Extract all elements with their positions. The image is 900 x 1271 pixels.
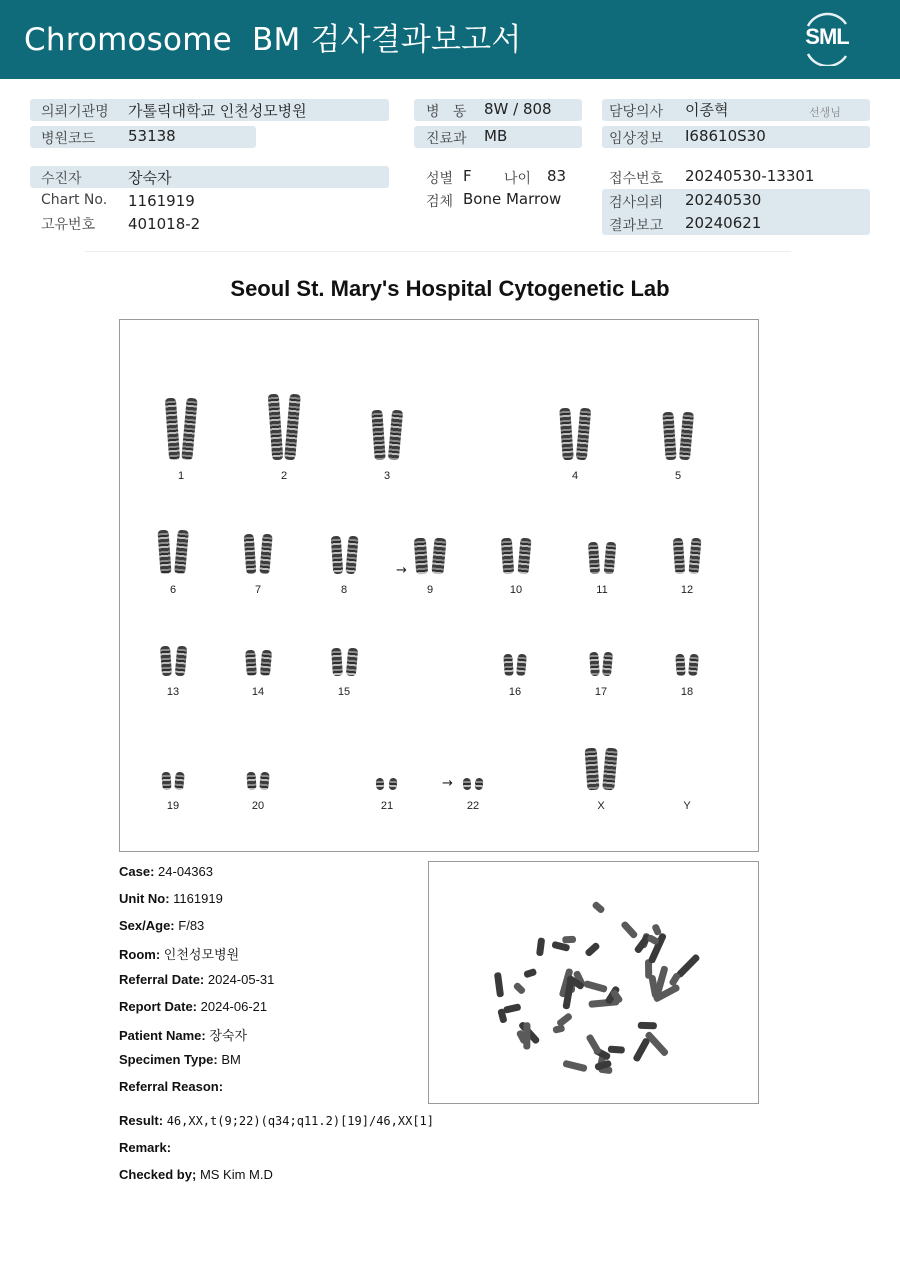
chromosome-label-17: 17 — [594, 686, 608, 698]
arrow-chromosome-9: → — [396, 563, 407, 578]
chromosome-label-X: X — [597, 800, 605, 812]
remark-label: Remark: — [119, 1140, 172, 1155]
chromosome-label-15: 15 — [337, 686, 351, 698]
sex-value: F — [463, 167, 472, 185]
report-header — [0, 0, 900, 79]
checked-label: Checked by; — [119, 1167, 197, 1182]
chromosome-pair-22 — [460, 778, 486, 790]
chart-value: 1161919 — [128, 192, 195, 210]
referral-reason-label: Referral Reason: — [119, 1079, 224, 1094]
chromosome-14-2 — [260, 650, 272, 677]
chromosome-pair-4 — [556, 408, 594, 460]
metaphase-chromosome — [523, 968, 537, 979]
chromosome-11-2 — [604, 542, 617, 575]
chromosome-6-1 — [157, 530, 171, 575]
metaphase-chromosome — [513, 981, 527, 995]
referral-reason-line — [119, 1079, 223, 1094]
clinical-value: I68610S30 — [685, 127, 766, 145]
chromosome-pair-1 — [163, 398, 199, 460]
metaphase-chromosome — [562, 936, 576, 944]
case-label: Case: — [119, 864, 155, 879]
arrow-chromosome-22: → — [442, 776, 453, 791]
case-value: 24-04363 — [158, 864, 213, 879]
chromosome-7-1 — [244, 534, 257, 575]
chromosome-21-2 — [388, 778, 397, 791]
metaphase-chromosome — [494, 972, 504, 998]
hospital-code-label: 병원코드 — [41, 131, 96, 147]
specimen-type-line — [119, 1052, 241, 1067]
chromosome-pair-7 — [241, 534, 275, 574]
chromosome-4-1 — [559, 408, 574, 461]
karyogram-panel — [119, 319, 759, 852]
chromosome-label-21: 21 — [380, 800, 394, 812]
unit-line — [119, 891, 223, 906]
request-value: 20240530 — [685, 191, 762, 209]
chromosome-pair-12 — [670, 538, 704, 574]
metaphase-chromosome — [638, 1022, 657, 1029]
chromosome-pair-13 — [157, 646, 189, 676]
chromosome-pair-20 — [243, 772, 273, 790]
chromosome-12-1 — [673, 538, 685, 575]
report-date-label: Report Date: — [119, 999, 198, 1014]
chromosome-5-1 — [662, 412, 676, 461]
chromosome-9-1 — [414, 538, 428, 575]
unique-label: 고유번호 — [41, 217, 96, 233]
chromosome-label-2: 2 — [280, 470, 288, 482]
chromosome-18-1 — [675, 654, 686, 677]
unit-value: 1161919 — [173, 891, 223, 906]
room-label: Room: — [119, 947, 161, 962]
report-label: 결과보고 — [609, 218, 664, 234]
metaphase-chromosome — [620, 920, 638, 939]
chromosome-label-12: 12 — [680, 584, 694, 596]
checked-value: MS Kim M.D — [199, 1167, 273, 1182]
chromosome-label-22: 22 — [466, 800, 480, 812]
chromosome-pair-16 — [500, 654, 530, 676]
metaphase-chromosome — [585, 1033, 602, 1055]
chromosome-label-11: 11 — [596, 584, 608, 596]
chromosome-label-18: 18 — [680, 686, 694, 698]
request-label: 검사의뢰 — [609, 195, 664, 211]
sexage-label: Sex/Age: — [119, 918, 175, 933]
metaphase-chromosome — [591, 901, 605, 915]
chromosome-3-2 — [388, 410, 403, 461]
referral-date-label: Referral Date: — [119, 972, 205, 987]
room-value: 인천성모병원 — [163, 947, 240, 962]
sexage-line — [119, 918, 204, 933]
sex-label: 성별 — [426, 171, 454, 187]
chromosome-pair-6 — [155, 530, 191, 574]
result-value: 46,XX,t(9;22)(q34;q11.2)[19]/46,XX[1] — [166, 1114, 434, 1128]
patient-name-value: 장숙자 — [209, 1028, 248, 1043]
patient-bar — [30, 166, 389, 188]
receipt-value: 20240530-13301 — [685, 167, 815, 185]
doctor-label: 담당의사 — [609, 104, 664, 120]
chromosome-label-8: 8 — [340, 584, 348, 596]
patient-label: 수진자 — [41, 171, 82, 187]
case-line — [119, 864, 213, 879]
chromosome-pair-9 — [410, 538, 450, 574]
chromosome-16-1 — [503, 654, 514, 677]
chromosome-14-1 — [245, 650, 257, 677]
chromosome-18-2 — [688, 654, 699, 677]
chromosome-22-1 — [463, 778, 472, 791]
ward-label: 병 동 — [426, 104, 467, 120]
chromosome-label-10: 10 — [509, 584, 523, 596]
chromosome-pair-14 — [242, 650, 274, 676]
chromosome-label-19: 19 — [166, 800, 180, 812]
chromosome-X-2 — [602, 748, 618, 791]
chromosome-21-1 — [376, 778, 385, 791]
chromosome-13-2 — [175, 646, 188, 677]
metaphase-chromosome — [556, 1012, 573, 1028]
lab-title: Seoul St. Mary's Hospital Cytogenetic Lab — [230, 276, 670, 301]
chromosome-3-1 — [371, 410, 385, 461]
chromosome-2-1 — [268, 394, 284, 461]
chromosome-7-2 — [259, 534, 272, 575]
chromosome-17-2 — [602, 652, 613, 677]
chromosome-10-2 — [517, 538, 531, 575]
checked-line — [119, 1167, 273, 1182]
metaphase-spread-image — [429, 862, 758, 1103]
chromosome-pair-10 — [498, 538, 534, 574]
result-label: Result: — [119, 1113, 164, 1128]
age-value: 83 — [547, 167, 567, 185]
chromosome-label-16: 16 — [508, 686, 522, 698]
referral-date-line — [119, 972, 274, 987]
report-value: 20240621 — [685, 214, 762, 232]
specimen-value: Bone Marrow — [463, 190, 562, 208]
chromosome-8-1 — [331, 536, 344, 575]
chromosome-1-1 — [165, 398, 180, 461]
report-date-value: 2024-06-21 — [200, 999, 268, 1014]
specimen-type-label: Specimen Type: — [119, 1052, 218, 1067]
chromosome-20-2 — [259, 772, 270, 791]
age-label: 나이 — [504, 171, 532, 187]
chromosome-pair-19 — [158, 772, 188, 790]
chromosome-pair-8 — [328, 536, 360, 574]
section-divider — [85, 251, 791, 252]
sml-logo — [798, 12, 856, 66]
chromosome-17-1 — [589, 652, 600, 677]
institution-value: 가톨릭대학교 인천성모병원 — [128, 102, 307, 120]
remark-line — [119, 1140, 171, 1155]
department-value: MB — [484, 127, 508, 145]
chromosome-pair-5 — [659, 412, 697, 460]
chromosome-label-7: 7 — [254, 584, 262, 596]
chromosome-pair-21 — [373, 778, 401, 790]
specimen-label: 검체 — [426, 194, 454, 210]
chromosome-label-14: 14 — [251, 686, 265, 698]
chromosome-9-2 — [431, 538, 446, 575]
result-line — [119, 1113, 434, 1128]
chromosome-16-2 — [516, 654, 527, 677]
clinical-label: 임상정보 — [609, 131, 664, 147]
patient-value: 장숙자 — [128, 169, 172, 187]
chromosome-pair-2 — [266, 394, 302, 460]
room-line — [119, 944, 239, 963]
chromosome-pair-18 — [672, 654, 702, 676]
chromosome-label-4: 4 — [571, 470, 579, 482]
patient-name-label: Patient Name: — [119, 1028, 206, 1043]
logo-text: SML — [805, 24, 849, 49]
chromosome-20-1 — [246, 772, 256, 791]
ward-value: 8W / 808 — [484, 100, 552, 118]
doctor-suffix: 선생님 — [809, 106, 841, 119]
chromosome-pair-3 — [368, 410, 406, 460]
metaphase-chromosome — [562, 1060, 587, 1073]
chromosome-pair-X — [581, 748, 621, 790]
unit-label: Unit No: — [119, 891, 170, 906]
chart-label: Chart No. — [41, 192, 108, 208]
report-date-line — [119, 999, 267, 1014]
chromosome-label-20: 20 — [251, 800, 265, 812]
department-label: 진료과 — [426, 131, 467, 147]
sexage-value: F/83 — [178, 918, 205, 933]
chromosome-10-1 — [501, 538, 514, 575]
chromosome-label-3: 3 — [383, 470, 391, 482]
chromosome-11-1 — [588, 542, 600, 575]
metaphase-chromosome — [503, 1003, 522, 1014]
patient-name-line — [119, 1025, 247, 1044]
chromosome-label-Y: Y — [683, 800, 691, 812]
chromosome-label-1: 1 — [177, 470, 185, 482]
chromosome-pair-11 — [585, 542, 619, 574]
chromosome-19-2 — [174, 772, 185, 791]
chromosome-4-2 — [576, 408, 591, 461]
chromosome-15-2 — [346, 648, 358, 677]
receipt-label: 접수번호 — [609, 171, 664, 187]
chromosome-12-2 — [688, 538, 701, 575]
unique-value: 401018-2 — [128, 215, 201, 233]
report-title: Chromosome BM 검사결과보고서 — [24, 22, 522, 58]
metaphase-chromosome — [536, 937, 545, 956]
chromosome-pair-17 — [586, 652, 616, 676]
referral-date-value: 2024-05-31 — [207, 972, 275, 987]
chromosome-6-2 — [174, 530, 189, 575]
metaphase-chromosome — [584, 942, 600, 958]
metaphase-chromosome — [608, 1046, 625, 1054]
chromosome-22-2 — [474, 778, 483, 791]
metaphase-image — [428, 861, 759, 1104]
doctor-value: 이종혁 — [685, 101, 729, 119]
chromosome-15-1 — [331, 648, 343, 677]
chromosome-2-2 — [284, 394, 301, 461]
chromosome-label-5: 5 — [674, 470, 682, 482]
chromosome-label-9: 9 — [426, 584, 434, 596]
specimen-type-value: BM — [221, 1052, 241, 1067]
chromosome-X-1 — [585, 748, 600, 791]
institution-label: 의뢰기관명 — [41, 104, 109, 120]
chromosome-label-13: 13 — [166, 686, 180, 698]
hospital-code-value: 53138 — [128, 127, 176, 145]
chromosome-19-1 — [161, 772, 171, 791]
chromosome-8-2 — [345, 536, 358, 575]
chromosome-pair-15 — [328, 648, 360, 676]
metaphase-chromosome — [583, 980, 608, 993]
metaphase-chromosome — [632, 1037, 650, 1063]
chromosome-label-6: 6 — [169, 584, 177, 596]
chromosome-5-2 — [679, 412, 694, 461]
chromosome-13-1 — [160, 646, 172, 677]
chromosome-1-2 — [181, 398, 197, 461]
